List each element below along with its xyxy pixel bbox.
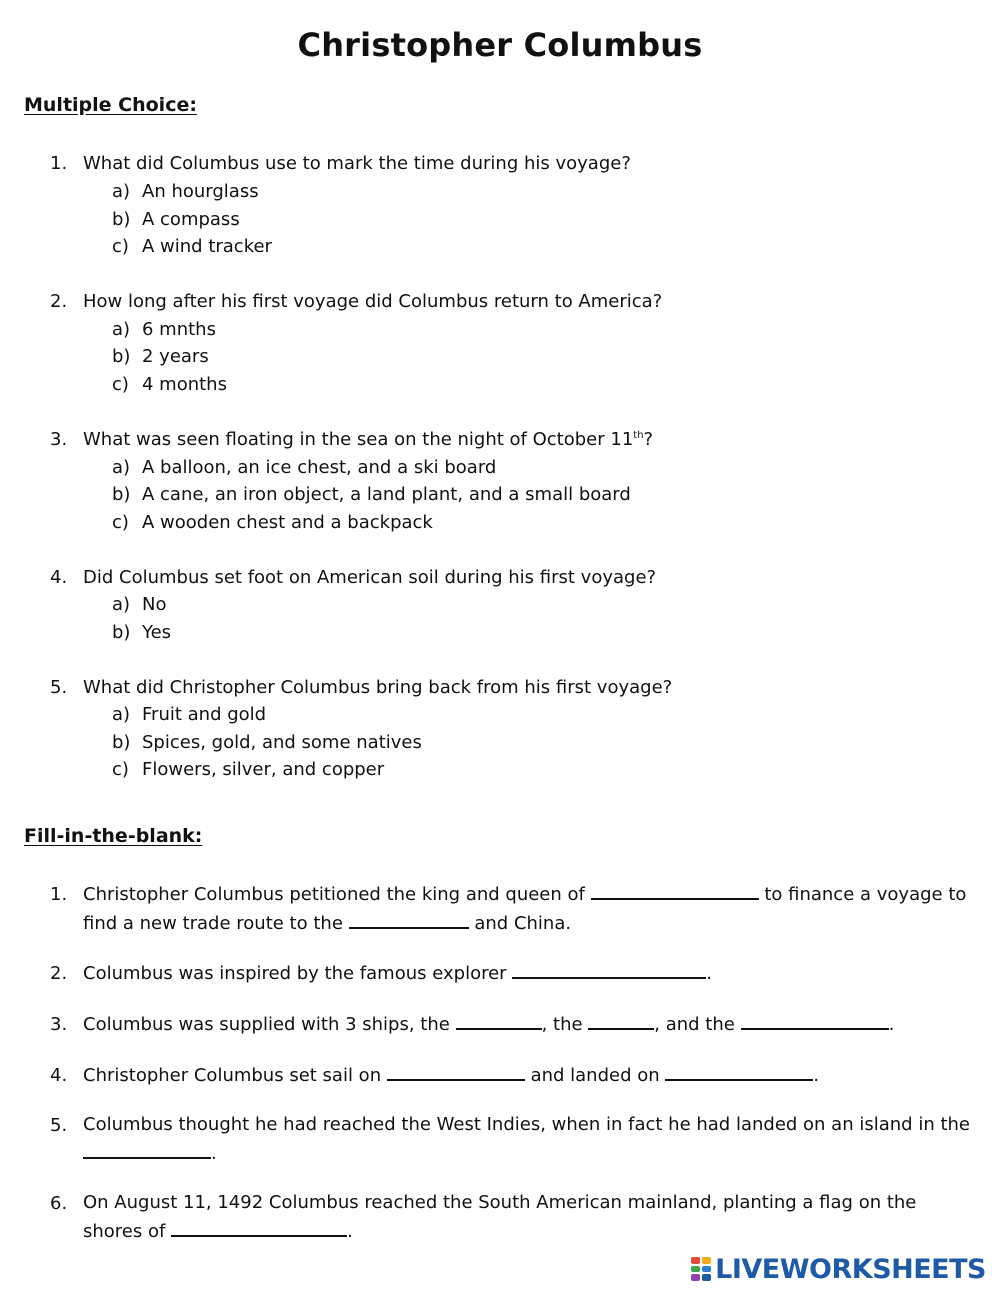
option-letter: b)	[112, 732, 131, 753]
option-letter: a)	[112, 594, 131, 615]
option-text: Fruit and gold	[142, 704, 267, 725]
mc-number: 4.	[50, 567, 68, 588]
option-letter: c)	[112, 512, 129, 533]
answer-blank[interactable]	[171, 1217, 347, 1237]
answer-blank[interactable]	[741, 1010, 889, 1030]
option-letter: c)	[112, 374, 129, 395]
mc-option[interactable]	[112, 484, 631, 505]
fill-in-the-blank-heading: Fill-in-the-blank:	[24, 825, 203, 847]
option-text: A cane, an iron object, a land plant, and a small board	[142, 484, 631, 505]
mc-option[interactable]	[112, 704, 266, 725]
multiple-choice-heading: Multiple Choice:	[24, 94, 197, 116]
fb-number: 6.	[50, 1193, 68, 1214]
logo-text: LIVEWORKSHEETS	[715, 1253, 986, 1285]
mc-number: 1.	[50, 153, 68, 174]
answer-blank[interactable]	[665, 1061, 813, 1081]
option-text: 2 years	[142, 346, 209, 367]
mc-option[interactable]	[112, 457, 496, 478]
option-letter: b)	[112, 209, 131, 230]
fb-sentence: Columbus thought he had reached the West Indies, when in fact he had landed on an island in the .	[83, 1114, 970, 1164]
option-text: A wooden chest and a backpack	[142, 512, 433, 533]
option-letter: a)	[112, 457, 131, 478]
mc-option[interactable]	[112, 319, 216, 340]
mc-option[interactable]	[112, 594, 166, 615]
fb-number: 3.	[50, 1014, 68, 1035]
mc-option[interactable]	[112, 374, 227, 395]
answer-blank[interactable]	[591, 880, 759, 900]
option-letter: b)	[112, 346, 131, 367]
mc-option[interactable]	[112, 759, 384, 780]
answer-blank[interactable]	[588, 1010, 654, 1030]
mc-option[interactable]	[112, 236, 272, 257]
fb-sentence: Christopher Columbus set sail on and landed on .	[83, 1061, 973, 1090]
mc-question: How long after his first voyage did Columbus return to America?	[83, 291, 663, 312]
answer-blank[interactable]	[83, 1139, 211, 1159]
mc-question: What did Columbus use to mark the time during his voyage?	[83, 153, 631, 174]
option-text: A wind tracker	[142, 236, 272, 257]
option-letter: a)	[112, 704, 131, 725]
option-text: A compass	[142, 209, 240, 230]
option-letter: c)	[112, 759, 129, 780]
option-text: No	[142, 594, 167, 615]
option-text: 4 months	[142, 374, 227, 395]
mc-number: 2.	[50, 291, 68, 312]
fb-sentence: Christopher Columbus petitioned the king and queen of to finance a voyage to find a new trade route to the and China.	[83, 880, 973, 938]
answer-blank[interactable]	[349, 909, 469, 929]
logo-mark-icon	[691, 1257, 711, 1281]
mc-option[interactable]	[112, 622, 171, 643]
option-text: An hourglass	[142, 181, 259, 202]
fb-number: 5.	[50, 1115, 68, 1136]
option-letter: b)	[112, 484, 131, 505]
option-letter: a)	[112, 181, 131, 202]
page-title: Christopher Columbus	[297, 26, 703, 64]
liveworksheets-logo	[691, 1254, 986, 1284]
mc-question: Did Columbus set foot on American soil during his first voyage?	[83, 567, 657, 588]
fb-number: 1.	[50, 884, 68, 905]
mc-question: What was seen floating in the sea on the night of October 11th?	[83, 429, 654, 450]
answer-blank[interactable]	[456, 1010, 542, 1030]
option-text: Flowers, silver, and copper	[142, 759, 385, 780]
option-letter: c)	[112, 236, 129, 257]
mc-option[interactable]	[112, 181, 259, 202]
fb-number: 4.	[50, 1065, 68, 1086]
option-letter: a)	[112, 319, 131, 340]
answer-blank[interactable]	[512, 959, 706, 979]
mc-option[interactable]	[112, 346, 209, 367]
fb-sentence: Columbus was inspired by the famous explorer .	[83, 959, 973, 988]
option-text: Yes	[142, 622, 172, 643]
mc-option[interactable]	[112, 512, 433, 533]
answer-blank[interactable]	[387, 1061, 525, 1081]
fb-sentence: Columbus was supplied with 3 ships, the , the , and the .	[83, 1010, 973, 1039]
fb-sentence: On August 11, 1492 Columbus reached the South American mainland, planting a flag on the shores of .	[83, 1192, 917, 1242]
option-letter: b)	[112, 622, 131, 643]
fb-number: 2.	[50, 963, 68, 984]
mc-option[interactable]	[112, 209, 240, 230]
option-text: 6 mnths	[142, 319, 216, 340]
mc-number: 3.	[50, 429, 68, 450]
mc-question: What did Christopher Columbus bring back from his first voyage?	[83, 677, 673, 698]
mc-number: 5.	[50, 677, 68, 698]
mc-option[interactable]	[112, 732, 422, 753]
option-text: A balloon, an ice chest, and a ski board	[142, 457, 497, 478]
option-text: Spices, gold, and some natives	[142, 732, 422, 753]
